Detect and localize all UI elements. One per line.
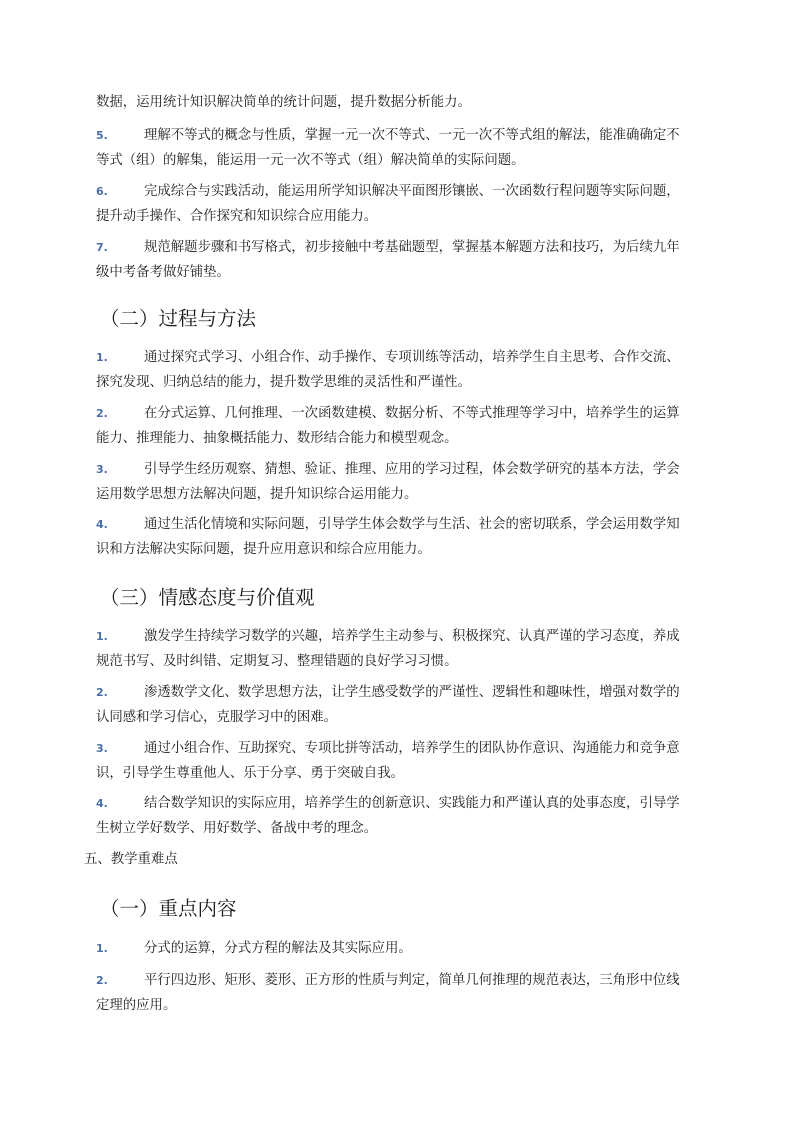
list-number: 1. [96,351,108,364]
list-number: 1. [96,942,108,955]
list-item-text: 完成综合与实践活动，能运用所学知识解决平面图形镶嵌、一次函数行程问题等实际问题，提升动手操作、合作探究和知识综合应用能力。 [96,184,680,224]
section-heading-attitude: （三）情感态度与价值观 [100,586,315,609]
list-item-text: 引导学生经历观察、猜想、验证、推理、应用的学习过程，体会数学研究的基本方法，学会运用数学思想方法解决问题，提升知识综合运用能力。 [96,462,680,502]
list-item-text: 规范解题步骤和书写格式，初步接触中考基础题型，掌握基本解题方法和技巧，为后续九年级中考备考做好铺垫。 [96,240,680,280]
list-item-text: 理解不等式的概念与性质，掌握一元一次不等式、一元一次不等式组的解法，能准确确定不等式（组）的解集，能运用一元一次不等式（组）解决简单的实际问题。 [96,128,680,168]
list-item [96,235,690,285]
list-item-text: 通过小组合作、互助探究、专项比拼等活动，培养学生的团队协作意识、沟通能力和竞争意识，引导学生尊重他人、乐于分享、勇于突破自我。 [96,741,680,781]
list-item [96,968,690,1018]
list-item [96,123,690,173]
list-item [96,345,690,395]
list-number: 7. [96,241,108,254]
list-item [96,791,690,841]
list-item-text: 结合数学知识的实际应用，培养学生的创新意识、实践能力和严谨认真的处事态度，引导学生树立学好数学、用好数学、备战中考的理念。 [96,796,680,836]
list-item [96,936,690,961]
list-number: 3. [96,742,108,755]
list-number: 2. [96,407,108,420]
list-number: 2. [96,974,108,987]
list-number: 5. [96,129,108,142]
list-number: 1. [96,630,108,643]
list-number: 4. [96,518,108,531]
section-heading-process: （二）过程与方法 [100,307,257,330]
paragraph-continuation: 数据，运用统计知识解决简单的统计问题，提升数据分析能力。 [96,95,471,110]
list-item-text: 在分式运算、几何推理、一次函数建模、数据分析、不等式推理等学习中，培养学生的运算能力、推理能力、抽象概括能力、数形结合能力和模型观念。 [96,406,680,446]
list-number: 2. [96,686,108,699]
list-item-text: 分式的运算，分式方程的解法及其实际应用。 [144,941,412,956]
list-item [96,736,690,786]
list-item-text: 通过探究式学习、小组合作、动手操作、专项训练等活动，培养学生自主思考、合作交流、探究发现、归纳总结的能力，提升数学思维的灵活性和严谨性。 [96,350,680,390]
list-item [96,512,690,562]
list-item-text: 通过生活化情境和实际问题，引导学生体会数学与生活、社会的密切联系，学会运用数学知识和方法解决实际问题，提升应用意识和综合应用能力。 [96,517,680,557]
list-item [96,179,690,229]
list-number: 3. [96,463,108,476]
list-item [96,457,690,507]
list-item-text: 激发学生持续学习数学的兴趣，培养学生主动参与、积极探究、认真严谨的学习态度，养成规范书写、及时纠错、定期复习、整理错题的良好学习习惯。 [96,629,680,669]
list-item-text: 平行四边形、矩形、菱形、正方形的性质与判定，简单几何推理的规范表达，三角形中位线定理的应用。 [96,973,680,1013]
section-heading-key-points: （一）重点内容 [100,897,237,920]
list-number: 4. [96,797,108,810]
list-item-text: 渗透数学文化、数学思想方法，让学生感受数学的严谨性、逻辑性和趣味性，增强对数学的认同感和学习信心，克服学习中的困难。 [96,685,680,725]
list-number: 6. [96,185,108,198]
list-item [96,401,690,451]
list-item [96,680,690,730]
list-item [96,624,690,674]
section-title-teaching-focus: 五、教学重难点 [84,852,178,867]
